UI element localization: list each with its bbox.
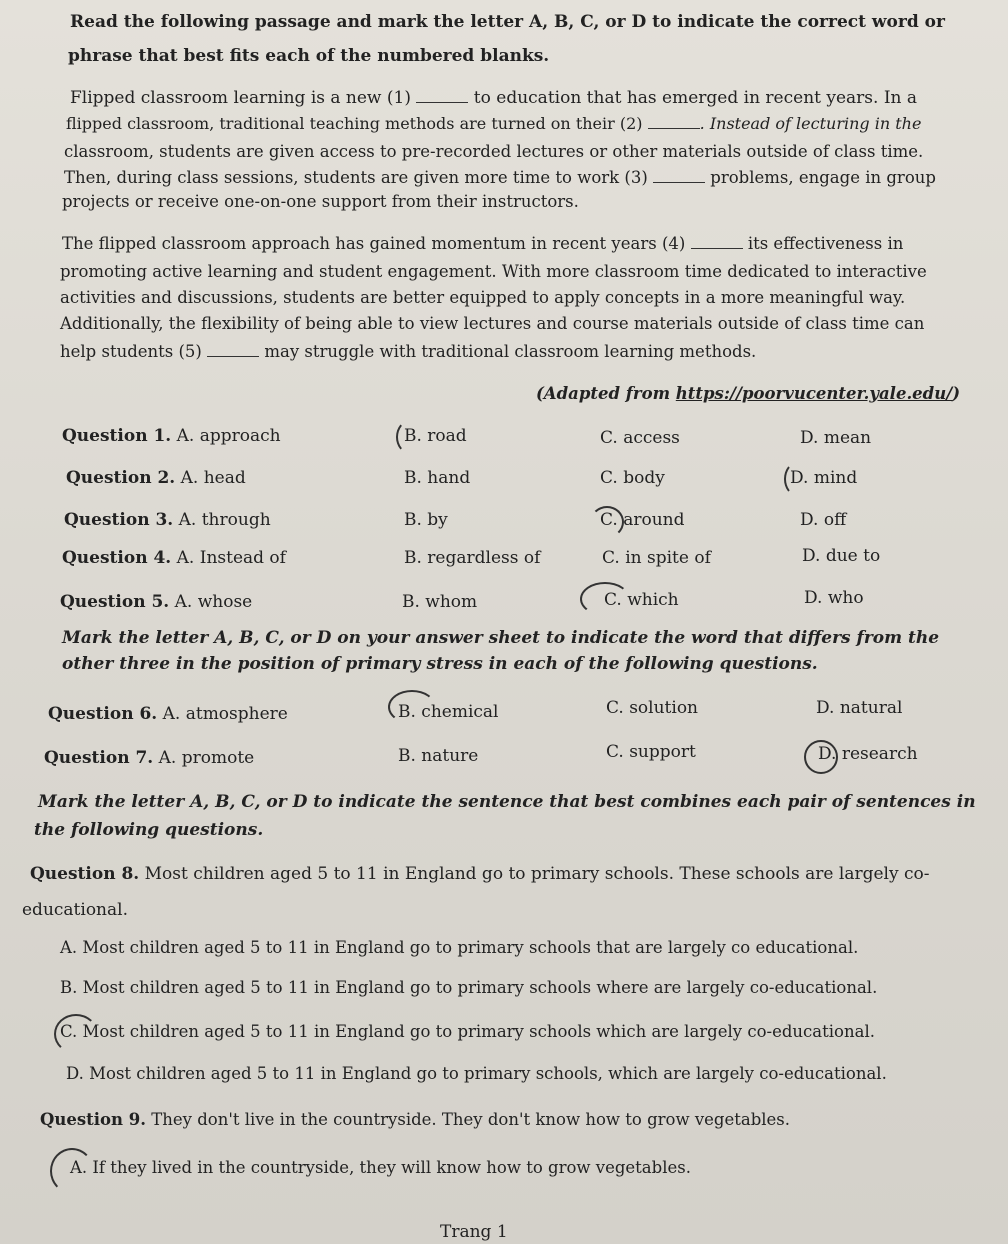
option-b: B. road bbox=[404, 426, 467, 446]
question-label: Question 6. bbox=[48, 704, 158, 724]
question-9 bbox=[40, 1110, 790, 1129]
section3-instruction-line1: Mark the letter A, B, C, or D to indicate the sentence that best combines each pair of sentences in bbox=[38, 792, 976, 812]
question-6 bbox=[48, 704, 288, 724]
section2-instruction-line1: Mark the letter A, B, C, or D on your answer sheet to indicate the word that differs from the bbox=[62, 628, 940, 648]
option-d: D. who bbox=[804, 588, 864, 608]
option-b: B. regardless of bbox=[404, 548, 541, 568]
option-c: C. solution bbox=[606, 698, 699, 718]
option-c: C. around bbox=[600, 510, 685, 530]
option-a: A. through bbox=[178, 510, 271, 530]
option-a: A. atmosphere bbox=[162, 704, 288, 724]
option-b: B. nature bbox=[398, 746, 479, 766]
answer-mark bbox=[396, 420, 424, 454]
question-2 bbox=[66, 468, 246, 488]
answer-mark bbox=[590, 506, 624, 538]
passage-text: may struggle with traditional classroom learning methods. bbox=[264, 342, 757, 361]
option-b: B. hand bbox=[404, 468, 471, 488]
source-suffix: ) bbox=[952, 384, 961, 403]
question-label: Question 9. bbox=[40, 1110, 147, 1129]
answer-mark bbox=[580, 582, 630, 616]
question-label: Question 7. bbox=[44, 748, 154, 768]
option-a: A. head bbox=[180, 468, 246, 488]
q8-option-c: C. Most children aged 5 to 11 in England go to primary schools which are largely co-educational. bbox=[60, 1022, 875, 1041]
option-c: C. support bbox=[606, 742, 696, 762]
passage-text: flipped classroom, traditional teaching methods are turned on their (2) bbox=[66, 114, 643, 133]
passage-text: The flipped classroom approach has gained momentum in recent years (4) bbox=[62, 234, 686, 253]
passage-line: promoting active learning and student engagement. With more classroom time dedicated to interactive bbox=[60, 262, 927, 281]
passage-text: problems, engage in group bbox=[710, 168, 936, 187]
q8-option-a: A. Most children aged 5 to 11 in England go to primary schools that are largely co educational. bbox=[60, 938, 859, 957]
question-1 bbox=[62, 426, 281, 446]
option-a: A. promote bbox=[158, 748, 255, 768]
passage-line: activities and discussions, students are better equipped to apply concepts in a more meaningful way. bbox=[60, 288, 906, 307]
blank-4 bbox=[691, 234, 743, 249]
q8-option-b: B. Most children aged 5 to 11 in England go to primary schools where are largely co-educational. bbox=[60, 978, 878, 997]
option-b: B. chemical bbox=[398, 702, 499, 722]
question-7 bbox=[44, 748, 254, 768]
question-label: Question 8. bbox=[30, 864, 140, 884]
option-c: C. which bbox=[604, 590, 679, 610]
blank-3 bbox=[653, 168, 705, 183]
option-d: D. natural bbox=[816, 698, 903, 718]
answer-mark bbox=[784, 462, 810, 496]
question-stem-continued: educational. bbox=[22, 900, 128, 920]
option-d: D. off bbox=[800, 510, 847, 530]
q8-option-d: D. Most children aged 5 to 11 in England go to primary schools, which are largely co-educational. bbox=[66, 1064, 887, 1083]
passage-line: Additionally, the flexibility of being able to view lectures and course materials outside of class time can bbox=[60, 314, 925, 333]
passage-text: help students (5) bbox=[60, 342, 202, 361]
question-label: Question 4. bbox=[62, 548, 172, 568]
question-5 bbox=[60, 592, 252, 612]
question-label: Question 3. bbox=[64, 510, 174, 530]
passage-line bbox=[62, 234, 903, 253]
section2-instruction-line2: other three in the position of primary stress in each of the following questions. bbox=[62, 654, 818, 674]
option-d: D. research bbox=[818, 744, 918, 764]
section3-instruction-line2: the following questions. bbox=[34, 820, 264, 840]
question-label: Question 1. bbox=[62, 426, 172, 446]
passage-text: its effectiveness in bbox=[747, 234, 904, 253]
passage-line: projects or receive one-on-one support from their instructors. bbox=[62, 192, 579, 211]
question-stem: Most children aged 5 to 11 in England go to primary schools. These schools are largely co- bbox=[144, 864, 930, 884]
passage-text: to education that has emerged in recent years. In a bbox=[473, 88, 918, 108]
blank-1 bbox=[416, 88, 468, 103]
passage-line bbox=[64, 168, 936, 187]
answer-mark bbox=[804, 740, 838, 774]
source-prefix: (Adapted from bbox=[536, 384, 676, 403]
option-c: C. body bbox=[600, 468, 665, 488]
blank-2 bbox=[648, 114, 700, 129]
option-d: D. mean bbox=[800, 428, 872, 448]
answer-mark bbox=[388, 690, 436, 724]
passage-text: Then, during class sessions, students are given more time to work (3) bbox=[64, 168, 648, 187]
passage-line bbox=[70, 88, 917, 108]
source-citation bbox=[536, 384, 960, 403]
answer-mark bbox=[54, 1014, 98, 1054]
source-link[interactable]: https://poorvucenter.yale.edu/ bbox=[675, 384, 953, 403]
answer-mark bbox=[50, 1148, 94, 1194]
option-b: B. by bbox=[404, 510, 448, 530]
question-label: Question 2. bbox=[66, 468, 176, 488]
question-label: Question 5. bbox=[60, 592, 170, 612]
option-a: A. whose bbox=[174, 592, 253, 612]
passage-line bbox=[60, 342, 756, 361]
passage-line: classroom, students are given access to pre-recorded lectures or other materials outside of class time. bbox=[64, 142, 924, 161]
question-4 bbox=[62, 548, 286, 568]
page-footer: Trang 1 bbox=[440, 1222, 508, 1242]
option-b: B. whom bbox=[402, 592, 478, 612]
option-c: C. in spite of bbox=[602, 548, 711, 568]
question-8 bbox=[30, 864, 929, 884]
blank-5 bbox=[207, 342, 259, 357]
option-d: D. mind bbox=[790, 468, 858, 488]
passage-line bbox=[66, 114, 921, 133]
option-d: D. due to bbox=[802, 546, 881, 566]
option-a: A. Instead of bbox=[176, 548, 286, 568]
section1-instruction-line1: Read the following passage and mark the letter A, B, C, or D to indicate the correct word or bbox=[70, 12, 945, 32]
question-3 bbox=[64, 510, 271, 530]
section1-instruction-line2: phrase that best fits each of the numbered blanks. bbox=[68, 46, 550, 66]
passage-text: . Instead of lecturing in the bbox=[699, 114, 922, 133]
q9-option-a: A. If they lived in the countryside, they will know how to grow vegetables. bbox=[70, 1158, 691, 1177]
option-c: C. access bbox=[600, 428, 680, 448]
passage-text: Flipped classroom learning is a new (1) bbox=[70, 88, 411, 108]
option-a: A. approach bbox=[176, 426, 281, 446]
question-stem: They don't live in the countryside. They don't know how to grow vegetables. bbox=[151, 1110, 791, 1129]
